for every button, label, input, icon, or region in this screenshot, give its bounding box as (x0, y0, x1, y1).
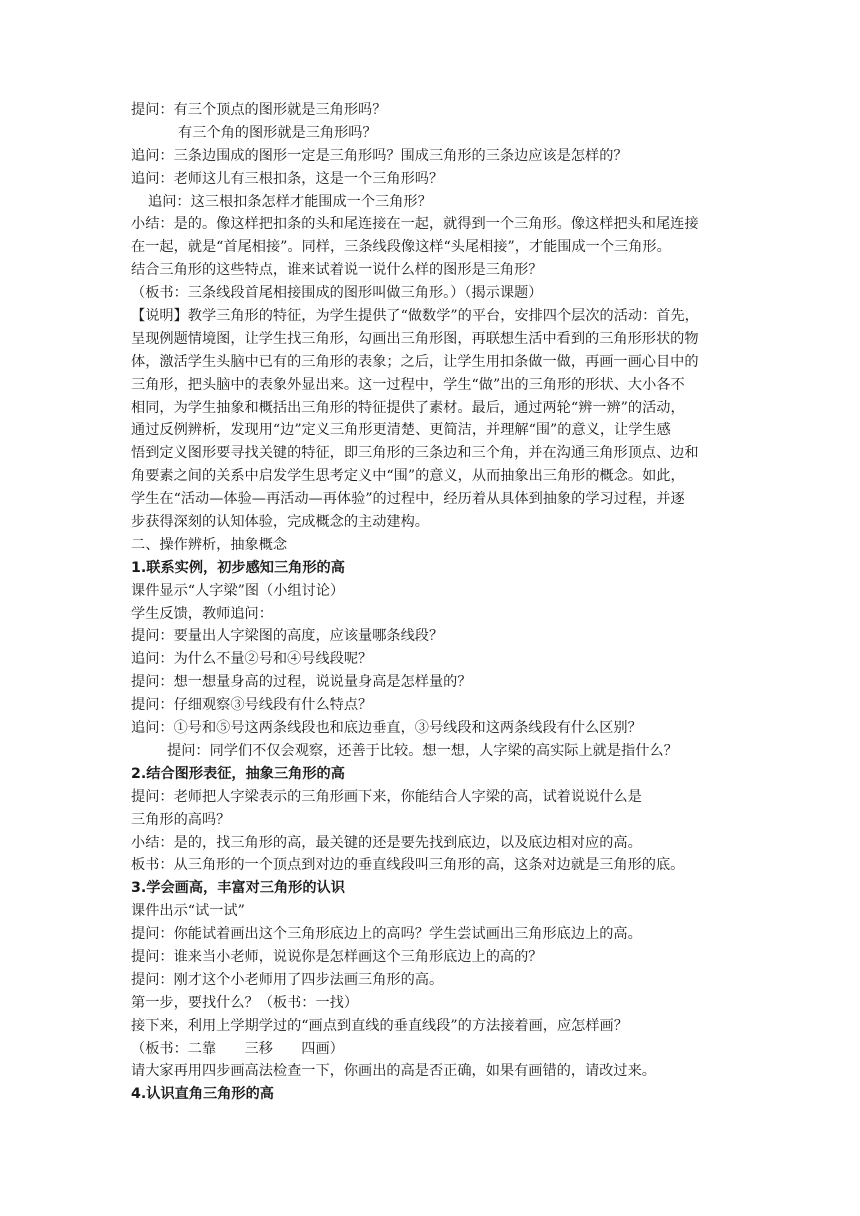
text-line: 请大家再用四步画高法检查一下，你画出的高是否正确，如果有画错的，请改过来。 (131, 1063, 656, 1080)
text-line: 提问：想一想量身高的过程，说说量身高是怎样量的？ (131, 674, 472, 691)
subsection-heading: 2.结合图形表征，抽象三角形的高 (131, 765, 345, 782)
note-paragraph-line: 学生在“活动—体验—再活动—再体验”的过程中，经历着从具体到抽象的学习过程，并逐 (131, 491, 685, 508)
text-line: 提问：刚才这个小老师用了四步法画三角形的高。 (131, 971, 444, 988)
text-line: 提问：有三个顶点的图形就是三角形吗？ (131, 102, 387, 118)
text-line: 提问：老师把人字梁表示的三角形画下来，你能结合人字梁的高，试着说说什么是 (131, 788, 642, 805)
text-line: （板书：二靠 三移 四画） (131, 1040, 344, 1057)
text-line: 追问：为什么不量②号和④号线段呢？ (131, 651, 373, 668)
text-line: 结合三角形的这些特点，谁来试着说一说什么样的图形是三角形？ (131, 262, 543, 279)
text-line: 提问：同学们不仅会观察，还善于比较。想一想，人字梁的高实际上就是指什么？ (167, 742, 678, 759)
text-line: 追问：三条边围成的图形一定是三角形吗？围成三角形的三条边应该是怎样的？ (131, 147, 628, 164)
text-line: 有三个角的图形就是三角形吗？ (178, 124, 377, 141)
subsection-heading: 3.学会画高，丰富对三角形的认识 (131, 880, 345, 897)
note-paragraph-line: 角要素之间的关系中启发学生思考定义中“围”的意义，从而抽象出三角形的概念。如此， (131, 468, 685, 485)
subsection-heading: 4.认识直角三角形的高 (131, 1086, 274, 1103)
text-line: 学生反馈，教师追问： (131, 605, 273, 622)
document-body (131, 99, 731, 1106)
text-line: 追问：这三根扣条怎样才能围成一个三角形？ (148, 193, 432, 210)
text-line: 小结：是的，找三角形的高，最关键的还是要先找到底边，以及底边相对应的高。 (131, 834, 642, 851)
text-line: 课件显示“人字梁”图（小组讨论） (131, 582, 345, 599)
text-line: 三角形的高吗？ (131, 811, 231, 828)
note-paragraph-line: 【说明】教学三角形的特征，为学生提供了“做数学”的平台，安排四个层次的活动：首先， (131, 308, 699, 325)
text-line: 在一起，就是“首尾相接”。同样，三条线段像这样“头尾相接”，才能围成一个三角形。 (131, 239, 671, 256)
text-line: 接下来，利用上学期学过的“画点到直线的垂直线段”的方法接着画，应怎样画？ (131, 1017, 628, 1034)
subsection-heading: 1.联系实例，初步感知三角形的高 (131, 559, 345, 576)
note-paragraph-line: 相同，为学生抽象和概括出三角形的特征提供了素材。最后，通过两轮“辨一辨”的活动， (131, 399, 685, 416)
note-paragraph-line: 通过反例辨析，发现用“边”定义三角形更清楚、更简洁，并理解“围”的意义，让学生感 (131, 422, 671, 439)
text-line: 小结：是的。像这样把扣条的头和尾连接在一起，就得到一个三角形。像这样把头和尾连接 (131, 216, 699, 233)
note-paragraph-line: 体，激活学生头脑中已有的三角形的表象；之后，让学生用扣条做一做，再画一画心目中的 (131, 353, 699, 370)
note-paragraph-line: 呈现例题情境图，让学生找三角形，勾画出三角形图，再联想生活中看到的三角形形状的物 (131, 330, 699, 347)
text-line: 追问：老师这儿有三根扣条，这是一个三角形吗？ (131, 170, 444, 187)
text-line: 提问：你能试着画出这个三角形底边上的高吗？学生尝试画出三角形底边上的高。 (131, 926, 642, 943)
section-heading: 二、操作辨析，抽象概念 (131, 536, 288, 553)
text-line: 板书：从三角形的一个顶点到对边的垂直线段叫三角形的高，这条对边就是三角形的底。 (131, 857, 685, 874)
text-line: 追问：①号和⑤号这两条线段也和底边垂直，③号线段和这两条线段有什么区别？ (131, 720, 642, 737)
text-line: 第一步，要找什么？（板书：一找） (131, 994, 359, 1011)
note-paragraph-line: 三角形，把头脑中的表象外显出来。这一过程中，学生“做”出的三角形的形状、大小各不 (131, 376, 685, 393)
note-paragraph-line: 步获得深刻的认知体验，完成概念的主动建构。 (131, 514, 429, 531)
text-line: 提问：仔细观察③号线段有什么特点？ (131, 697, 373, 714)
text-line: 提问：谁来当小老师，说说你是怎样画这个三角形底边上的高的？ (131, 948, 543, 965)
note-paragraph-line: 悟到定义图形要寻找关键的特征，即三角形的三条边和三个角，并在沟通三角形顶点、边和 (131, 445, 699, 462)
text-line: 提问：要量出人字梁图的高度，应该量哪条线段？ (131, 628, 444, 645)
text-line: （板书：三条线段首尾相接围成的图形叫做三角形。）（揭示课题） (131, 285, 543, 302)
text-line: 课件出示“试一试” (131, 903, 245, 920)
